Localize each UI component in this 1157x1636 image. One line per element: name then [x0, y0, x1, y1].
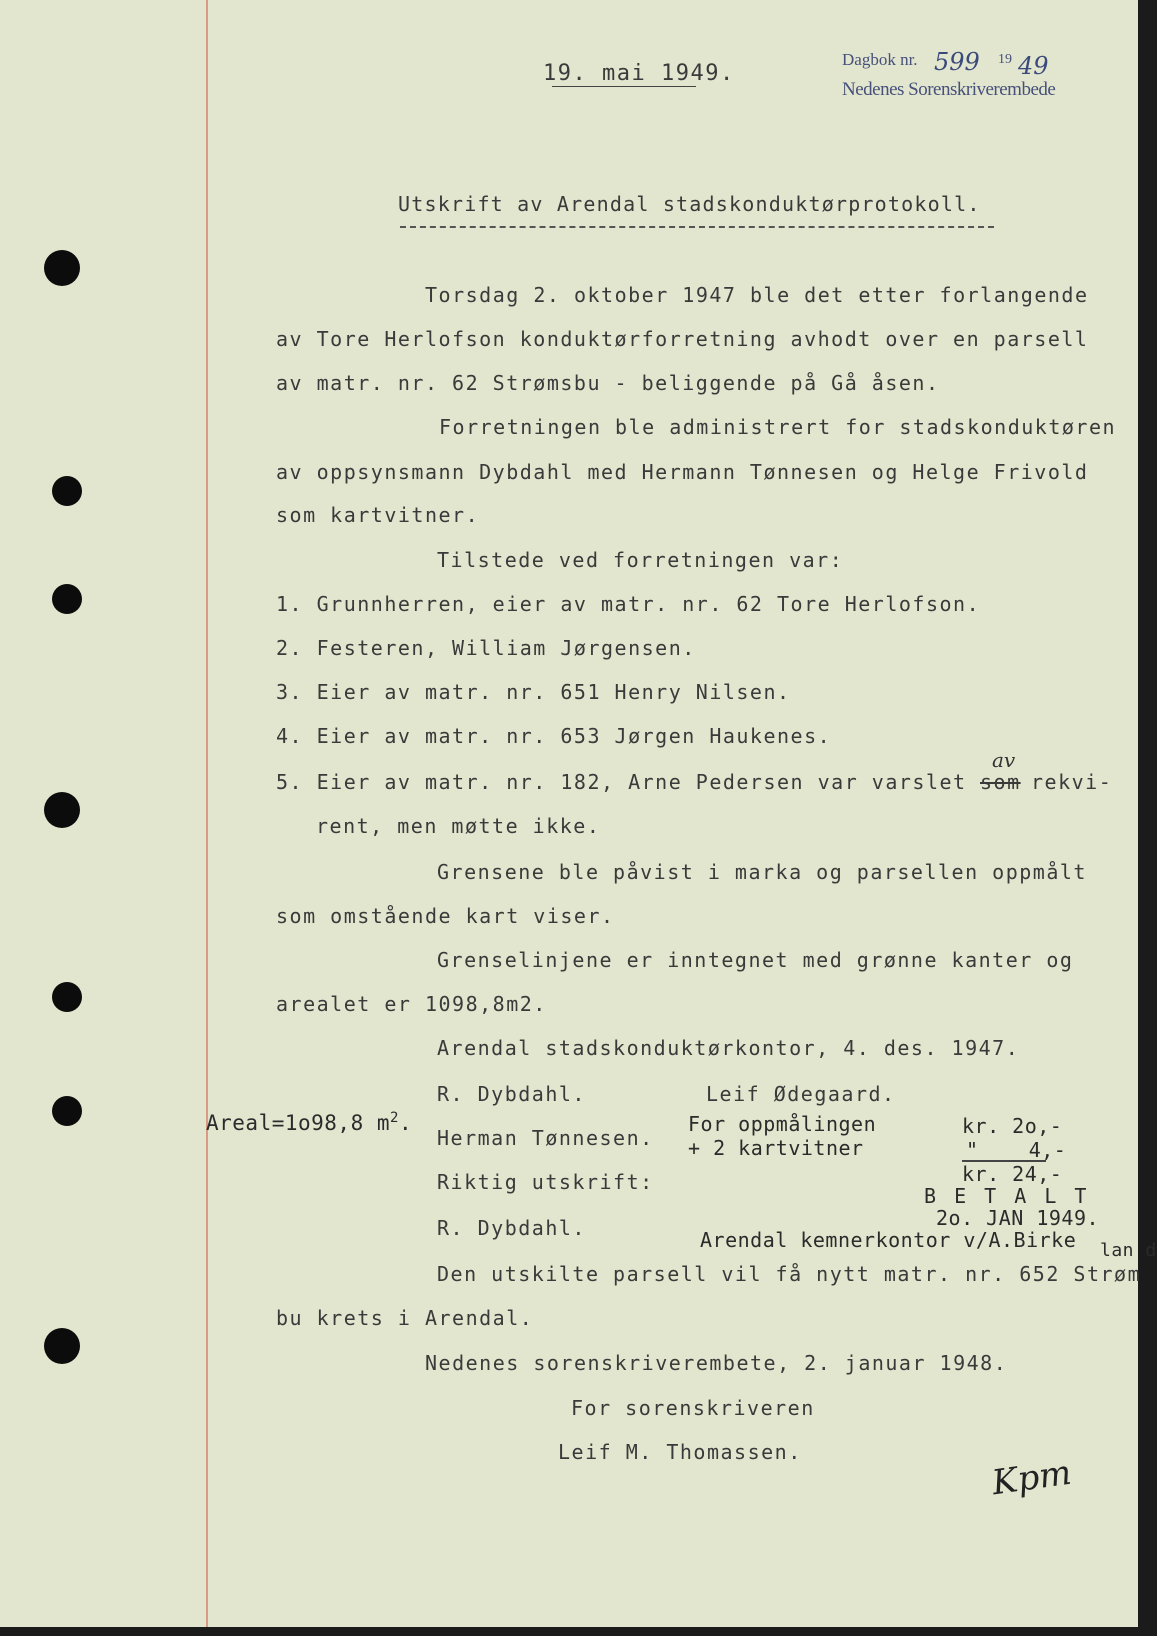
signature-dybdahl-2: R. Dybdahl. [437, 1216, 586, 1240]
office-stamp: Nedenes Sorenskriverembede [842, 79, 1056, 100]
signature-odegaard: Leif Ødegaard. [706, 1082, 896, 1106]
margin-line [206, 0, 208, 1627]
year-prefix: 19 [998, 52, 1012, 67]
fee-amount-2: " 4,- [966, 1138, 1067, 1162]
margin-area-note [206, 1110, 412, 1135]
closing-place-date: Nedenes sorenskriverembete, 2. januar 1948. [425, 1351, 1008, 1375]
punch-hole-6 [52, 1096, 82, 1126]
present-item-2: 2. Festeren, William Jørgensen. [276, 636, 696, 660]
office-date-line: Arendal stadskonduktørkontor, 4. des. 1947. [437, 1036, 1020, 1060]
closing-signer: Leif M. Thomassen. [558, 1440, 802, 1464]
document-title: Utskrift av Arendal stadskonduktørprotokoll. [398, 192, 981, 216]
present-item-3: 3. Eier av matr. nr. 651 Henry Nilsen. [276, 680, 791, 704]
p4-line1: Grenselinjene er inntegnet med grønne kanter og [437, 948, 1074, 972]
closing-line1: Den utskilte parsell vil få nytt matr. nr. 652 Strøm [437, 1262, 1142, 1286]
p2-line1: Forretningen ble administrert for stadskonduktøren [439, 415, 1117, 439]
punch-hole-5 [52, 982, 82, 1012]
area-period: . [398, 1111, 413, 1135]
p4-line2: arealet er 1098,8m2. [276, 992, 547, 1016]
p2-line3: som kartvitner. [276, 503, 480, 527]
p1-line3: av matr. nr. 62 Strømsbu - beliggende på Gå åsen. [276, 371, 940, 395]
inserted-word: av [992, 748, 1016, 772]
fee-total: kr. 24,- [962, 1162, 1063, 1186]
present-item-4: 4. Eier av matr. nr. 653 Jørgen Haukenes. [276, 724, 832, 748]
p1-line1: Torsdag 2. oktober 1947 ble det etter forlangende [425, 283, 1089, 307]
punch-hole-4 [44, 792, 80, 828]
closing-for-line: For sorenskriveren [571, 1396, 815, 1420]
punch-hole-3 [52, 584, 82, 614]
punch-hole-7 [44, 1328, 80, 1364]
paid-stamp-label: B E T A L T [924, 1184, 1090, 1208]
p2-line2: av oppsynsmann Dybdahl med Hermann Tønnesen og Helge Frivold [276, 460, 1089, 484]
area-superscript: 2 [390, 1110, 399, 1126]
struck-word: som [980, 770, 1021, 794]
fee-label-2: + 2 kartvitner [688, 1136, 864, 1160]
paid-stamp-office: Arendal kemnerkontor v/A.Birke [700, 1228, 1077, 1252]
fee-amount-1: kr. 2o,- [962, 1114, 1063, 1138]
dagbok-number: 599 [934, 48, 980, 76]
present-item-1: 1. Grunnherren, eier av matr. nr. 62 Tore Herlofson. [276, 592, 981, 616]
present-item-5-end: rekvi- [1031, 770, 1113, 794]
punch-hole-2 [52, 476, 82, 506]
title-underline [400, 226, 994, 228]
present-item-5-cont: rent, men møtte ikke. [316, 814, 601, 838]
p3-line1: Grensene ble påvist i marka og parsellen oppmålt [437, 860, 1087, 884]
signature-tonnesen: Herman Tønnesen. [437, 1126, 654, 1150]
paid-stamp-date: 2o. JAN 1949. [936, 1206, 1100, 1230]
present-item-5: 5. Eier av matr. nr. 182, Arne Pedersen var varslet [276, 770, 967, 794]
date-underline [552, 86, 696, 87]
handwritten-initials: Kpm [989, 1452, 1074, 1504]
dagbok-label: Dagbok nr. [842, 50, 918, 69]
p3-line2: som omstående kart viser. [276, 904, 615, 928]
area-value: Areal=1o98,8 m [206, 1111, 391, 1135]
document-date: 19. mai 1949. [543, 61, 735, 86]
paid-stamp-edge: lan d [1100, 1240, 1157, 1261]
fee-label-1: For oppmålingen [688, 1112, 877, 1136]
year-suffix: 49 [1018, 52, 1049, 80]
closing-line2: bu krets i Arendal. [276, 1306, 534, 1330]
correct-copy-label: Riktig utskrift: [437, 1170, 654, 1194]
p1-line2: av Tore Herlofson konduktørforretning avhodt over en parsell [276, 327, 1089, 351]
punch-hole-1 [44, 250, 80, 286]
present-heading: Tilstede ved forretningen var: [437, 548, 844, 572]
signature-dybdahl: R. Dybdahl. [437, 1082, 586, 1106]
